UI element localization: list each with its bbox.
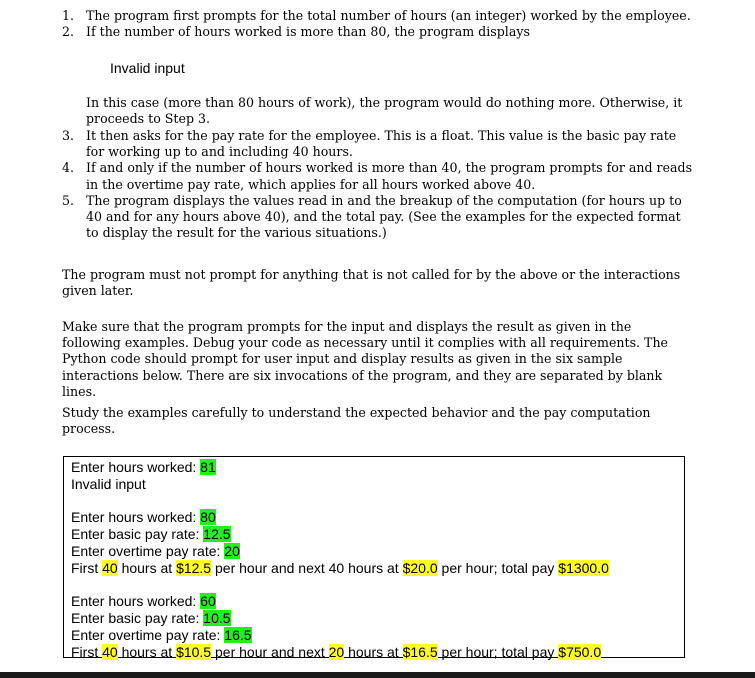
prompt-text: Enter overtime pay rate: [71, 626, 225, 643]
example1-hours-line [71, 459, 684, 476]
paragraph-debug-instructions: Make sure that the program prompts for the input and displays the result as given in the following examples. Debug your code as necessary until it complies with all requirements. The Python code should prompt for user input and display results as given in the six sample interactions below. There are six invocations of the program, and they are separated by blank lines. [62, 319, 669, 399]
step-text: If and only if the number of hours worked is more than 40, the program prompts for and reads in the overtime pay rate, which applies for all hours worked above 40. [86, 160, 693, 192]
example3-hours-line [71, 593, 684, 610]
output-text: per hour; total pay [437, 559, 559, 576]
output-value: $12.5 [176, 559, 212, 576]
output-value: $750.0 [558, 643, 602, 660]
prompt-text: Enter basic pay rate: [71, 610, 204, 627]
output-text: First [71, 559, 103, 576]
blank-line [71, 493, 684, 510]
paragraph-prompt-rules: The program must not prompt for anything that is not called for by the above or the interactions given later. [62, 267, 681, 299]
output-value: 20 [328, 643, 345, 660]
step-text: It then asks for the pay rate for the employee. This is a float. This value is the basic pay rate for working up to and including 40 hours. [86, 128, 677, 160]
steps-list-bottom [34, 128, 694, 241]
user-input-hours: 80 [200, 509, 216, 526]
user-input-hours: 81 [200, 459, 216, 475]
output-text: per hour and next [211, 643, 329, 660]
step-text: The program first prompts for the total number of hours (an integer) worked by the employee. [86, 8, 691, 23]
case-note: In this case (more than 80 hours of work), the program would do nothing more. Otherwise, it proceeds to Step 3. [86, 95, 683, 127]
example3-result-line [71, 644, 684, 661]
prompt-text: Enter overtime pay rate: [71, 542, 225, 559]
prompt-text: Enter hours worked: [71, 509, 201, 526]
step-item [34, 193, 694, 242]
step-item [34, 128, 694, 160]
sample-interactions-box [63, 456, 685, 658]
example3-rate-line [71, 610, 684, 627]
user-input-hours: 60 [200, 593, 216, 610]
blank-line [71, 577, 684, 594]
step-text: If the number of hours worked is more than 80, the program displays [86, 24, 530, 40]
prompt-text: Enter basic pay rate: [71, 526, 204, 543]
invalid-input-message: Invalid input [110, 60, 185, 76]
output-text: per hour; total pay [437, 643, 559, 660]
user-input-overtime: 20 [224, 542, 240, 559]
paragraph-study-examples: Study the examples carefully to understand the expected behavior and the pay computation process. [62, 405, 651, 437]
output-text: First [71, 643, 103, 660]
step-item [34, 24, 694, 40]
example2-overtime-line [71, 543, 684, 560]
output-value: 40 [102, 559, 118, 576]
user-input-rate: 10.5 [203, 610, 231, 627]
output-text: hours at [117, 643, 177, 660]
bottom-edge-bar [0, 672, 755, 678]
steps-list-top [34, 8, 694, 40]
output-value: $10.5 [176, 643, 212, 660]
step-number: 4. [62, 160, 75, 176]
step-number: 2. [62, 24, 75, 40]
output-value: $16.5 [402, 643, 438, 660]
output-text: hours at [344, 643, 403, 660]
output-value: 40 [102, 643, 118, 660]
output-text: 40 [328, 559, 345, 576]
step-number: 1. [62, 8, 75, 23]
step-item [34, 8, 694, 24]
prompt-text: Enter hours worked: [71, 459, 201, 475]
step-number: 3. [62, 128, 75, 143]
user-input-rate: 12.5 [203, 526, 231, 543]
example3-overtime-line [71, 627, 684, 644]
step-number: 5. [62, 192, 75, 208]
example1-result-line: Invalid input [71, 475, 146, 492]
user-input-overtime: 16.5 [224, 626, 252, 643]
example2-rate-line [71, 526, 684, 543]
output-value: $20.0 [402, 559, 438, 576]
prompt-text: Enter hours worked: [71, 593, 201, 610]
example2-result-line [71, 560, 684, 577]
output-text: per hour and next [211, 559, 329, 576]
output-text: hours at [117, 559, 177, 576]
output-value: $1300.0 [558, 559, 609, 576]
step-item [34, 160, 694, 192]
output-text: hours at [344, 559, 403, 576]
step-text: The program displays the values read in and the breakup of the computation (for hours up to 40 and for any hours above 40), and the total pay. (See the examples for the expected format to display the result for the various situations.) [86, 192, 682, 241]
example2-hours-line [71, 509, 684, 526]
